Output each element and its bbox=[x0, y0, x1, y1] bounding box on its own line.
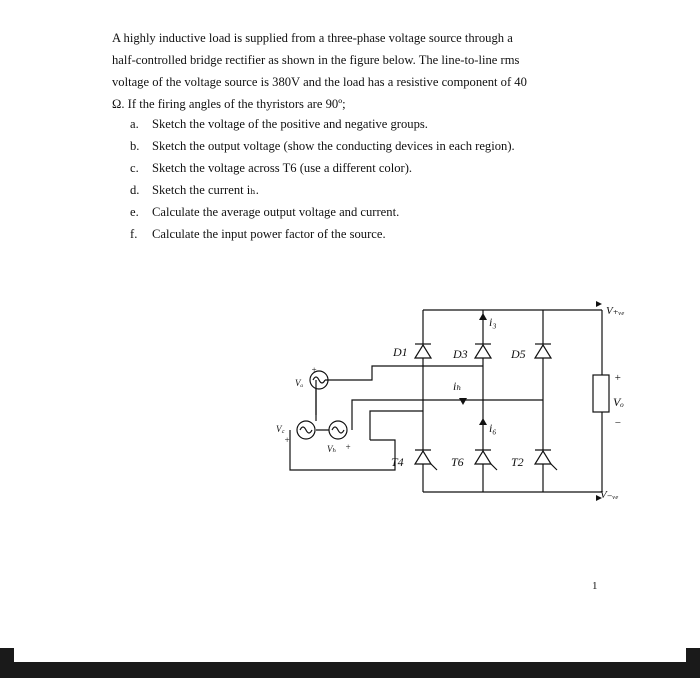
load-minus-sign: − bbox=[614, 417, 622, 429]
diode-d5-icon bbox=[535, 345, 551, 358]
task-item: a. Sketch the voltage of the positive and negative groups. bbox=[130, 117, 428, 131]
source-a-plus-sign: + bbox=[311, 365, 318, 375]
label-t2: T2 bbox=[511, 455, 524, 469]
label-d3: D3 bbox=[453, 347, 468, 361]
label-i6: i₆ bbox=[489, 421, 497, 435]
arrow-right-icon bbox=[596, 301, 602, 307]
thyristor-t4-icon bbox=[415, 451, 431, 464]
intro-line: Ω. If the firing angles of the thyristors are 90º; bbox=[112, 97, 346, 111]
phase-b-wire bbox=[352, 400, 543, 430]
task-list bbox=[130, 113, 515, 245]
label-i3: i₃ bbox=[489, 315, 497, 329]
diode-d3-icon bbox=[475, 345, 491, 358]
label-ib: iₕ bbox=[453, 379, 462, 393]
thyristor-t2-icon bbox=[535, 451, 551, 464]
label-t4: T4 bbox=[391, 455, 404, 469]
label-v-negative: V₋ᵥₑ bbox=[600, 489, 619, 501]
label-d5: D5 bbox=[511, 347, 526, 361]
intro-line: half-controlled bridge rectifier as shown in the figure below. The line-to-line rms bbox=[112, 53, 520, 67]
sine-icon bbox=[313, 377, 325, 383]
task-item: d. Sketch the current iₕ. bbox=[130, 183, 259, 197]
phase-a-wire bbox=[325, 366, 483, 380]
thyristor-t6-icon bbox=[475, 451, 491, 464]
label-vo: Vₒ bbox=[613, 395, 624, 409]
problem-statement bbox=[112, 27, 602, 115]
load-plus-sign: + bbox=[614, 372, 622, 384]
label-v-positive: V₊ᵥₑ bbox=[606, 305, 625, 317]
task-item: c. Sketch the voltage across T6 (use a different color). bbox=[130, 161, 413, 175]
label-vc: V꜀ bbox=[276, 424, 285, 434]
page-number: 1 bbox=[592, 580, 598, 592]
arrow-down-icon bbox=[459, 398, 467, 405]
diode-d1-icon bbox=[415, 345, 431, 358]
source-c-plus-sign: + bbox=[284, 435, 291, 445]
intro-line: A highly inductive load is supplied from a three-phase voltage source through a bbox=[112, 31, 513, 45]
source-b-plus-sign: + bbox=[345, 442, 352, 452]
sine-icon bbox=[332, 427, 344, 433]
sine-icon bbox=[300, 427, 312, 433]
label-d1: D1 bbox=[393, 345, 408, 359]
page-edge bbox=[14, 648, 686, 662]
intro-line: voltage of the voltage source is 380V and the load has a resistive component of 40 bbox=[112, 75, 527, 89]
arrow-up-icon bbox=[479, 418, 487, 425]
label-vb: Vₕ bbox=[327, 444, 337, 454]
label-va: Vₐ bbox=[295, 378, 304, 388]
window-bottom-bar bbox=[0, 648, 700, 678]
rectifier-circuit-diagram bbox=[270, 290, 640, 520]
label-t6: T6 bbox=[451, 455, 464, 469]
arrow-up-icon bbox=[479, 313, 487, 320]
phase-c-wire bbox=[370, 411, 423, 440]
task-item: b. Sketch the output voltage (show the conducting devices in each region). bbox=[130, 139, 515, 153]
load-resistor bbox=[593, 375, 609, 412]
source-star-wire bbox=[316, 389, 329, 430]
task-item: e. Calculate the average output voltage and current. bbox=[130, 205, 400, 219]
source-return-wire bbox=[290, 430, 395, 470]
task-item: f. Calculate the input power factor of the source. bbox=[130, 227, 386, 241]
